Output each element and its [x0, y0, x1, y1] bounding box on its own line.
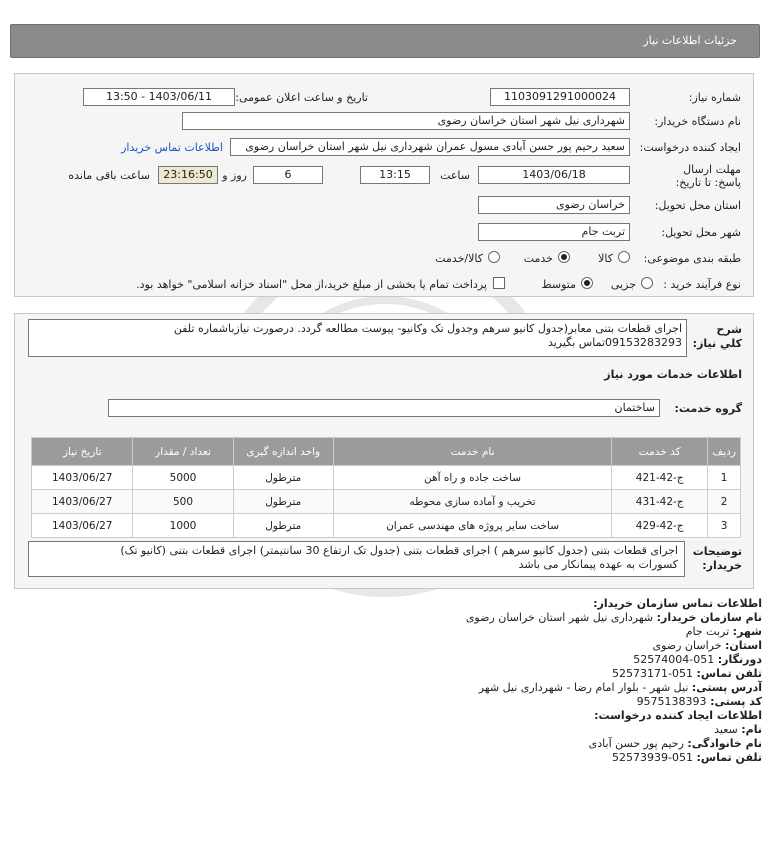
creator-label: ایجاد کننده درخواست:	[639, 141, 741, 154]
col-unit: واحد اندازه گیری	[233, 438, 333, 466]
org-postal: 9575138393	[636, 695, 707, 708]
process-minor-label: جزیی	[610, 278, 636, 291]
buyer-notes-line-1: اجرای قطعات بتنی (جدول کانیو سرهم ) اجرای قطعات بتنی (جدول تک ارتفاع 30 سانتیمتر) اجرای قطعات بتنی (کانیو تک)	[120, 544, 678, 557]
buyer-notes-box	[28, 541, 685, 577]
services-table	[31, 437, 741, 538]
category-label: طبقه بندی موضوعی:	[643, 252, 741, 265]
creator-first-name-label: نام:	[741, 723, 762, 736]
cell-service-name: ساخت جاده و راه آهن	[334, 466, 612, 490]
delivery-city-label: شهر محل تحویل:	[661, 226, 741, 239]
services-title: اطلاعات خدمات مورد نیاز	[604, 368, 742, 381]
org-province-label: استان:	[725, 639, 762, 652]
service-group-field[interactable]: ساختمان	[108, 399, 660, 417]
cell-code: ج-42-421	[612, 466, 708, 490]
col-service-name: نام خدمت	[334, 438, 612, 466]
org-phone-label: تلفن تماس:	[696, 667, 762, 680]
page-title: جزئیات اطلاعات نیاز	[643, 34, 737, 47]
summary-label: شرح کلي نياز:	[692, 323, 742, 350]
treasury-payment-note: پرداخت تمام یا بخشی از مبلغ خرید،از محل "اسناد خزانه اسلامی" خواهد بود.	[136, 278, 487, 291]
process-medium-label: متوسط	[541, 278, 576, 291]
org-city-row	[22, 625, 762, 639]
summary-line-2: 09153283293تماس بگیرید	[547, 336, 682, 349]
creator-phone-row	[22, 751, 762, 765]
org-postal-label: کد پستی:	[710, 695, 762, 708]
buyer-notes-label: توضیحات خریدار:	[692, 545, 742, 572]
cell-row: 3	[708, 514, 741, 538]
deadline-date-field[interactable]: 1403/06/18	[478, 166, 630, 184]
buyer-field[interactable]: شهرداری نیل شهر استان خراسان رضوی	[182, 112, 630, 130]
creator-field[interactable]: سعید رحیم پور حسن آبادی مسول عمران شهرداری نیل شهر استان خراسان رضوی	[230, 138, 630, 156]
category-goods-service-label: کالا/خدمت	[435, 252, 483, 265]
process-minor-radio[interactable]	[641, 277, 653, 289]
cell-row: 2	[708, 490, 741, 514]
table-row	[32, 514, 741, 538]
treasury-payment-checkbox[interactable]	[493, 277, 505, 289]
table-row	[32, 466, 741, 490]
creator-phone-label: تلفن تماس:	[696, 751, 762, 764]
delivery-province-field[interactable]: خراسان رضوی	[478, 196, 630, 214]
need-number-label: شماره نیاز:	[688, 91, 741, 104]
org-province-row	[22, 639, 762, 653]
creator-last-name-label: نام خانوادگی:	[687, 737, 762, 750]
cell-service-name: تخریب و آماده سازی محوطه	[334, 490, 612, 514]
org-name-row	[22, 611, 762, 625]
deadline-time-field[interactable]: 13:15	[360, 166, 430, 184]
cell-unit: مترطول	[233, 490, 333, 514]
org-address-label: آدرس پستی:	[691, 681, 762, 694]
buyer-notes-line-2: کسورات به عهده پیمانکار می باشد	[518, 558, 678, 571]
process-medium-radio[interactable]	[581, 277, 593, 289]
org-address-row	[22, 681, 762, 695]
org-city: تربت جام	[685, 625, 730, 638]
remaining-time-field: 23:16:50	[158, 166, 218, 184]
announce-date-field[interactable]: 1403/06/11 - 13:50	[83, 88, 235, 106]
deadline-label: مهلت ارسال پاسخ: تا تاریخ:	[675, 163, 741, 189]
org-province: خراسان رضوی	[652, 639, 722, 652]
cell-code: ج-42-431	[612, 490, 708, 514]
delivery-province-label: استان محل تحویل:	[654, 199, 741, 212]
deadline-time-label: ساعت	[440, 169, 470, 182]
cell-row: 1	[708, 466, 741, 490]
org-name: شهرداری نیل شهر استان خراسان رضوی	[465, 611, 654, 624]
cell-need-date: 1403/06/27	[32, 466, 133, 490]
days-label: روز و	[222, 169, 247, 182]
creator-first-name-row	[22, 723, 762, 737]
creator-first-name: سعید	[714, 723, 738, 736]
category-service-radio[interactable]	[558, 251, 570, 263]
summary-box	[28, 319, 687, 357]
org-phone-row	[22, 667, 762, 681]
cell-code: ج-42-429	[612, 514, 708, 538]
org-name-label: نام سازمان خریدار:	[656, 611, 762, 624]
cell-quantity: 500	[133, 490, 233, 514]
contact-info	[22, 597, 762, 765]
need-details-panel	[14, 73, 754, 297]
org-phone: 051-52573171	[612, 667, 694, 680]
table-row	[32, 490, 741, 514]
org-address: نیل شهر - بلوار امام رضا - شهرداری نیل شهر	[478, 681, 689, 694]
buyer-label: نام دستگاه خریدار:	[654, 115, 741, 128]
col-quantity: تعداد / مقدار	[133, 438, 233, 466]
category-service-label: خدمت	[523, 252, 553, 265]
service-group-label: گروه خدمت:	[674, 402, 742, 415]
summary-line-1: اجرای قطعات بتنی معابر(جدول کانیو سرهم وجدول تک وکانیو- پیوست مطالعه گردد. درصورت نیازباشماره تلفن	[173, 322, 682, 335]
delivery-city-field[interactable]: تربت جام	[478, 223, 630, 241]
cell-service-name: ساخت سایر پروژه های مهندسی عمران	[334, 514, 612, 538]
col-need-date: تاریخ نیاز	[32, 438, 133, 466]
category-goods-radio[interactable]	[618, 251, 630, 263]
org-fax: 051-52574004	[633, 653, 715, 666]
days-field[interactable]: 6	[253, 166, 323, 184]
org-fax-row	[22, 653, 762, 667]
cell-quantity: 5000	[133, 466, 233, 490]
page-header	[10, 24, 760, 58]
need-number-field[interactable]: 1103091291000024	[490, 88, 630, 106]
cell-unit: مترطول	[233, 514, 333, 538]
cell-unit: مترطول	[233, 466, 333, 490]
creator-contact-title: اطلاعات ایجاد کننده درخواست:	[594, 709, 762, 722]
cell-need-date: 1403/06/27	[32, 490, 133, 514]
cell-need-date: 1403/06/27	[32, 514, 133, 538]
table-header-row	[32, 438, 741, 466]
org-city-label: شهر:	[732, 625, 762, 638]
creator-last-name: رحیم پور حسن آبادی	[588, 737, 684, 750]
org-fax-label: دورنگار:	[717, 653, 762, 666]
col-row: ردیف	[708, 438, 741, 466]
org-contact-title: اطلاعات تماس سازمان خریدار:	[593, 597, 762, 610]
remaining-label: ساعت باقی مانده	[68, 169, 150, 182]
announce-date-label: تاریخ و ساعت اعلان عمومی:	[235, 91, 368, 104]
org-postal-row	[22, 695, 762, 709]
category-goods-service-radio[interactable]	[488, 251, 500, 263]
cell-quantity: 1000	[133, 514, 233, 538]
buyer-contact-link[interactable]: اطلاعات تماس خریدار	[121, 141, 223, 154]
col-code: کد خدمت	[612, 438, 708, 466]
creator-last-name-row	[22, 737, 762, 751]
process-type-label: نوع فرآیند خرید :	[663, 278, 741, 291]
category-goods-label: کالا	[598, 252, 613, 265]
creator-phone: 051-52573939	[612, 751, 694, 764]
